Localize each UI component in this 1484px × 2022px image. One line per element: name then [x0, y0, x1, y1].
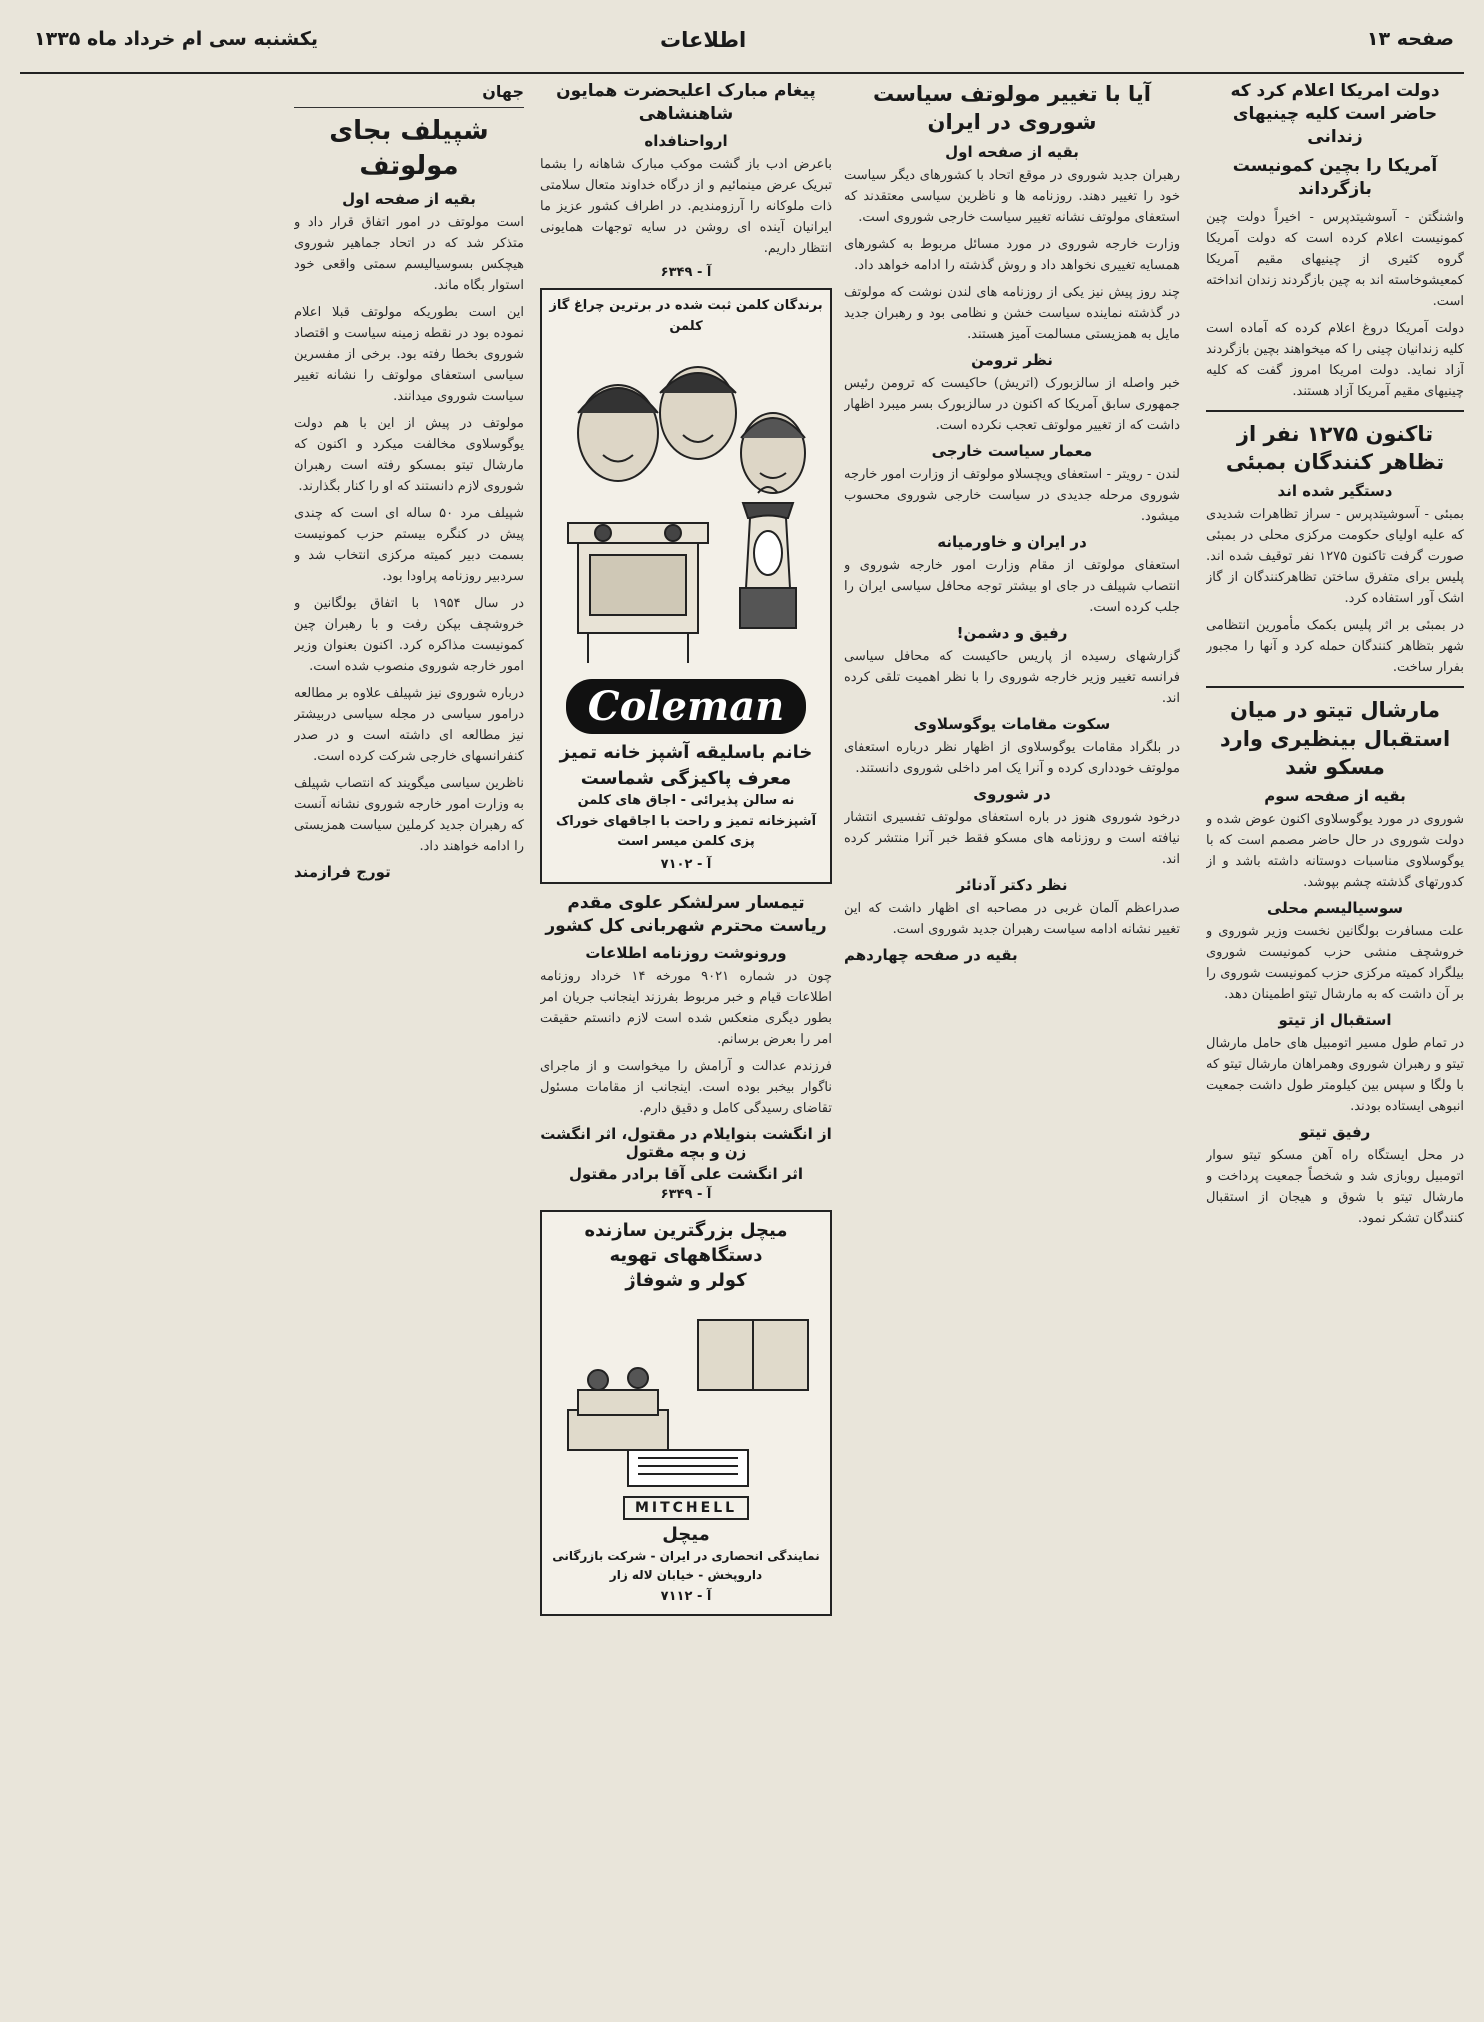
article-text: فرزندم عدالت و آرامش را میخواست و از ماجرای ناگوار بیخبر بوده است. اینجانب از مقامات مسئول تقاضای رسیدگی کامل و دقیق دارم.	[540, 1059, 832, 1117]
mitchell-logo: MITCHELL	[623, 1496, 749, 1520]
article-text: در بمبئی بر اثر پلیس بکمک مأمورین انتظامی شهر بتظاهر کنندگان حمله کرد و آنها را مجبور بفرار ساخت.	[1206, 618, 1464, 676]
ad-code: آ - ۶۳۴۹	[660, 264, 712, 280]
ad-code: آ - ۷۱۱۲	[660, 1589, 712, 1605]
headline-shepilov: شپیلف بجای مولوتف	[329, 116, 489, 182]
article-text: رهبران جدید شوروی در موقع اتحاد با کشورهای دیگر سیاست خود را تغییر دهند. روزنامه ها و ناظرین سیاسی معتقدند که استعفای مولوتف نشانه تغییر سیاست خارجی شوروی است.	[844, 167, 1180, 225]
headline-tito-moscow: مارشال تیتو در میان استقبال بینظیری وارد مسکو شد	[1219, 698, 1451, 780]
continued-from: بقیه از صفحه اول	[945, 142, 1079, 161]
article-text: است مولوتف در امور اتفاق قرار داد و متذکر شد که در اتحاد جماهیر شوروی هیچکس بسوسیالیسم سمتی واقعی خود استوار بگاه ماند.	[294, 215, 524, 294]
author-signature: تورج فرازمند	[294, 863, 391, 882]
article-text: چند روز پیش نیز یکی از روزنامه های لندن نوشت که مولوتف در گذشته نماینده سیاست خشن و نظامی بود و رهبران جدید مایل به همزیستی مسالمت آمیز هستند.	[844, 284, 1180, 342]
column-1	[1206, 78, 1464, 1996]
headline-police-letter: تیمسار سرلشکر علوی مقدم ریاست محترم شهربانی کل کشور	[545, 893, 827, 937]
mitchell-ad-headline: میچل بزرگترین سازنده دستگاههای تهویه	[584, 1220, 788, 1267]
article-text: چون در شماره ۹۰۲۱ مورخه ۱۴ خرداد روزنامه اطلاعات قیام و خبر مربوط بفرزند اینجانب جریان امر بطور دیگری منعکس شده است لازم دانستم حقیقت امر را بعرض برسانم.	[540, 969, 832, 1048]
article-text: دولت آمریکا دروغ اعلام کرده که آماده است کلیه زندانیان چینی را که میخواهند بچین بازگردند آزاد نماید. دولت امریکا امروز گفت که کلیه چینیهای مقیم آمریکا آزاد هستند.	[1206, 320, 1464, 399]
headline-royal-message: پیغام مبارک اعلیحضرت همایون شاهنشاهی	[556, 81, 816, 124]
article-text: علت مسافرت بولگانین نخست وزیر شوروی و خروشچف منشی حزب کمونیست شوروی بیلگراد کمیته مرکزی حزب کمونیست شوروی را بر آن داشت که به مارشال تیتو اطمینان دهد.	[1206, 924, 1464, 1003]
article-text: در تمام طول مسیر اتومبیل های حامل مارشال تیتو و رهبران شوروی وهمراهان مارشال تیتو که با ولگا و سپس بین کیلومتر طول داشت جمعیت انبوهی ایستاده بودند.	[1206, 1036, 1464, 1115]
headline-china-prisoners: دولت امریکا اعلام کرد که حاضر است کلیه چینیهای زندانی	[1230, 81, 1440, 147]
article-text: گزارشهای رسیده از پاریس حاکیست که محافل سیاسی فرانسه تغییر وزیر خارجه شوروی را با نظر اهمیت تلقی کرده اند.	[844, 648, 1180, 706]
column-2	[844, 78, 1180, 1996]
headline-bombay-arrests-sub: دستگیر شده اند	[1277, 482, 1393, 501]
continued-from: بقیه از صفحه سوم	[1264, 787, 1406, 806]
headline-molotov-iran: آیا با تغییر مولوتف سیاست شوروی در ایران	[872, 82, 1152, 135]
ad-code: آ - ۶۳۴۹	[660, 1187, 712, 1203]
article-text: بمبئی - آسوشیتدپرس - سراز تظاهرات شدیدی که علیه اولیای حکومت مرکزی محلی در بمبئی صورت گرفت تاکنون ۱۲۷۵ نفر توقیف شده اند. پلیس برای متفرق ساختن تظاهرکنندگان از گاز اشک آور استفاده کرد.	[1206, 507, 1464, 607]
subheading: نظر دکتر آدنائر	[956, 875, 1068, 894]
page-number: صفحه ۱۳	[1366, 28, 1454, 50]
article-text: ناظرین سیاسی میگویند که انتصاب شپیلف به وزارت امور خارجه شوروی نشانه آنست که رهبران جدید کرملین سیاست همزیستی را ادامه خواهند داد.	[294, 776, 524, 855]
article-text: خبر واصله از سالزبورک (اتریش) حاکیست که ترومن رئیس جمهوری سابق آمریکا که اکنون در سالزبورک بسر میبرد اظهار داشت که از تغییر مولوتف تعجب نکرده است.	[844, 375, 1180, 433]
coleman-logo: Coleman	[566, 679, 806, 734]
headline-china-prisoners-sub: آمریکا را بچین کمونیست بازگرداند	[1232, 155, 1438, 199]
subheading: رفیق تیتو	[1299, 1123, 1371, 1142]
subheading: سوسیالیسم محلی	[1266, 899, 1404, 918]
article-text: شپیلف مرد ۵۰ ساله ای است که چندی پیش در کنگره بیستم حزب کمونیست بسمت دبیر کمیته مرکزی انتخاب شد و سردبیر روزنامه پراودا بود.	[294, 506, 524, 585]
air-conditioner-illustration	[548, 1300, 824, 1490]
section-label: جهان	[482, 82, 524, 101]
subheading: در ایران و خاورمیانه	[937, 532, 1087, 551]
mitchell-ad-subheadline: کولر و شوفاژ	[625, 1270, 747, 1292]
article-text: لندن - رویتر - استعفای ویچسلاو مولوتف از وزارت امور خارجه شوروی مرحله جدیدی در سیاست خارجی شوروی محسوب میشود.	[844, 466, 1180, 524]
column-4	[294, 78, 524, 1996]
article-text: درباره شوروی نیز شپیلف علاوه بر مطالعه درامور سیاسی در مجله سیاسی دربیشتر نیز مطالعه ای داشته است و در صدر کنفرانسهای خارجی شرکت کرده است.	[294, 686, 524, 765]
mitchell-ad	[540, 1210, 832, 1616]
subheading: رفیق و دشمن!	[956, 623, 1068, 642]
masthead	[20, 20, 1464, 74]
subheading: معمار سیاست خارجی	[931, 441, 1093, 460]
mitchell-label: میچل	[662, 1523, 710, 1545]
continued-note: بقیه در صفحه چهاردهم	[844, 945, 1018, 964]
fingerprint-note: از انگشت بنوایلام در مقتول، اثر انگشت زن و بچه مقتول	[540, 1125, 832, 1162]
subheading: سکوت مقامات یوگوسلاوی	[913, 714, 1111, 733]
lantern-icon	[740, 487, 796, 628]
coleman-ad-headline: خانم باسلیقه آشپز خانه تمیز معرف پاکیزگی شماست	[559, 742, 813, 789]
coleman-ad-text: نه سالن پذیرائی - اجاق های کلمن آشپزخانه تمیز و راحت با اجاقهای خوراک پزی کلمن میسر است	[555, 792, 817, 850]
article-text: باعرض ادب باز گشت موکب مبارک شاهانه را بشما تبریک عرض مینمائیم و از درگاه خداوند متعال سلامتی ذات ملوکانه را آرزومندیم. در اطراف کشور عزیز ما ایرانیان آینده ای روشن در سایه توجهات همایونی انتظار داریم.	[540, 156, 832, 256]
coleman-ad	[540, 288, 832, 884]
coleman-ad-banner: برندگان کلمن ثبت شده در برترین چراغ گاز کلمن	[549, 297, 823, 334]
ad-code: آ - ۷۱۰۲	[660, 857, 712, 873]
article-text: استعفای مولوتف از مقام وزارت امور خارجه شوروی و انتصاب شپیلف در جای او بیشتر توجه محافل سیاسی ایران را جلب کرده است.	[844, 557, 1180, 615]
article-text: مولوتف در پیش از این با هم دولت یوگوسلاوی مخالفت میکرد و اکنون که مارشال تیتو بمسکو رفته است رهبران شوروی لازم دانستند که او را کنار بگذارند.	[294, 416, 524, 495]
article-text: این است بطوریکه مولوتف قبلا اعلام نموده بود در نقطه زمینه سیاست و اقتصاد شوروی بخطا رفته بود. برخی از مفسرین سیاسی استعفای مولوتف را نشانه تغییر سیاست شوروی میدانند.	[294, 305, 524, 405]
article-text: درخود شوروی هنوز در باره استعفای مولوتف تفسیری انتشار نیافته است و روزنامه های مسکو فقط خبر آنرا منتشر کرده اند.	[844, 809, 1180, 867]
family-illustration	[548, 343, 824, 673]
air-conditioner-icon	[628, 1450, 748, 1486]
continued-from: بقیه از صفحه اول	[342, 190, 476, 209]
issue-date: یکشنبه سی ام خرداد ماه ۱۳۳۵	[34, 28, 319, 50]
headline-police-letter-sub: ورونوشت روزنامه اطلاعات	[585, 944, 787, 963]
article-text: صدراعظم آلمان غربی در مصاحبه ای اظهار داشت که این تغییر نشانه ادامه سیاست رهبران جدید شوروی است.	[844, 900, 1180, 937]
mitchell-ad-text: نمایندگی انحصاری در ایران - شرکت بازرگانی داروپخش - خیابان لاله زار	[552, 1548, 820, 1583]
subheading: استقبال از تیتو	[1278, 1011, 1392, 1030]
column-3	[540, 78, 832, 1996]
article-text: در محل ایستگاه راه آهن مسکو تیتو سوار اتومبیل روبازی شد و شخصاً جمعیت پرداخت و مارشال تیتو با شوق و هیجان از استقبال کنندگان تشکر نمود.	[1206, 1148, 1464, 1227]
divider	[1206, 410, 1464, 412]
subheading: در شوروی	[973, 784, 1051, 803]
article-text: شوروی در مورد یوگوسلاوی اکنون عوض شده و دولت شوروی در حال حاضر مصمم است که با یوگوسلاوی مناسبات دوستانه داشته باشد و از کدورتهای گذشته چشم بپوشد.	[1206, 812, 1464, 891]
divider	[1206, 686, 1464, 688]
article-text: وزارت خارجه شوروی در مورد مسائل مربوط به کشورهای همسایه تغییری نخواهد داد و روش گذشته را ادامه خواهد داد.	[844, 236, 1180, 273]
divider	[294, 107, 524, 108]
headline-royal-message-sub: ارواحنافداه	[644, 131, 728, 150]
paper-name: اطلاعات	[660, 28, 747, 52]
fingerprint-note-sub: اثر انگشت علی آقا برادر مقتول	[568, 1165, 804, 1184]
article-text: در بلگراد مقامات یوگوسلاوی از اظهار نظر درباره استعفای مولوتف خودداری کرده و آنرا یک امر داخلی شوروی دانستند.	[844, 739, 1180, 776]
article-text: واشنگتن - آسوشیتدپرس - اخیراً دولت چین کمونیست اعلام کرده است که دولت آمریکا گروه کثیری از چینیهای مقیم آمریکا کمعیشوخاسته اند به چین بازگردند زندان انداخته است.	[1206, 209, 1464, 309]
article-text: در سال ۱۹۵۴ با اتفاق بولگانین و خروشچف بپکن رفت و با رهبران چین کمونیست مذاکره کرد. اکنون بعنوان وزیر امور خارجه شوروی منصوب شده است.	[294, 596, 524, 675]
subheading: نظر ترومن	[971, 350, 1053, 369]
headline-bombay-arrests: تاکنون ۱۲۷۵ نفر از تظاهر کنندگان بمبئی	[1225, 421, 1445, 475]
